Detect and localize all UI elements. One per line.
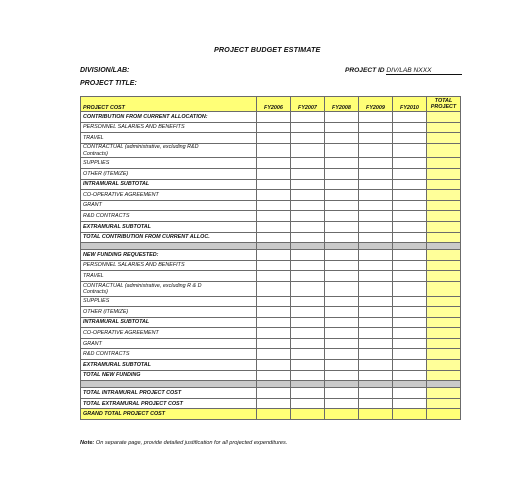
budget-table xyxy=(80,96,461,420)
amount-cell[interactable] xyxy=(359,260,393,271)
amount-cell[interactable] xyxy=(359,200,393,211)
amount-cell[interactable] xyxy=(291,232,325,243)
amount-cell[interactable] xyxy=(393,409,427,420)
row-label-line: Contracts) xyxy=(83,288,108,295)
amount-cell[interactable] xyxy=(325,158,359,169)
table-row xyxy=(81,307,461,318)
row-label: CONTRIBUTION FROM CURRENT ALLOCATION: xyxy=(81,112,257,123)
amount-cell[interactable] xyxy=(359,388,393,399)
header-total-line2: PROJECT xyxy=(430,104,457,110)
amount-cell[interactable] xyxy=(291,168,325,179)
row-label: NEW FUNDING REQUESTED: xyxy=(81,250,257,261)
amount-cell[interactable] xyxy=(359,338,393,349)
amount-cell[interactable] xyxy=(393,211,427,222)
amount-cell[interactable] xyxy=(359,122,393,133)
amount-cell[interactable] xyxy=(359,398,393,409)
amount-cell[interactable] xyxy=(325,338,359,349)
header-year: FY2010 xyxy=(393,97,427,112)
amount-cell[interactable] xyxy=(325,211,359,222)
separator-cell xyxy=(359,243,393,250)
row-label-line: Contracts) xyxy=(83,150,108,157)
project-title-label: PROJECT TITLE: xyxy=(80,80,137,87)
amount-cell[interactable] xyxy=(257,296,291,307)
row-label: PERSONNEL SALARIES AND BENEFITS xyxy=(81,260,257,271)
table-row xyxy=(81,112,461,123)
amount-cell[interactable] xyxy=(325,370,359,381)
amount-cell[interactable] xyxy=(291,133,325,144)
table-header xyxy=(81,97,461,112)
table-row xyxy=(81,232,461,243)
amount-cell[interactable] xyxy=(291,112,325,123)
amount-cell[interactable] xyxy=(291,250,325,261)
amount-cell[interactable] xyxy=(291,190,325,201)
amount-cell[interactable] xyxy=(291,143,325,158)
amount-cell[interactable] xyxy=(291,281,325,296)
total-cell[interactable] xyxy=(427,360,461,371)
amount-cell[interactable] xyxy=(393,221,427,232)
table-row xyxy=(81,271,461,282)
amount-cell[interactable] xyxy=(325,112,359,123)
row-label: CO-OPERATIVE AGREEMENT xyxy=(81,328,257,339)
separator-cell xyxy=(427,243,461,250)
amount-cell[interactable] xyxy=(325,190,359,201)
amount-cell[interactable] xyxy=(257,307,291,318)
total-cell[interactable] xyxy=(427,260,461,271)
row-label: PERSONNEL SALARIES AND BENEFITS xyxy=(81,122,257,133)
header-year: FY2007 xyxy=(291,97,325,112)
total-cell[interactable] xyxy=(427,232,461,243)
total-cell[interactable] xyxy=(427,179,461,190)
amount-cell[interactable] xyxy=(393,190,427,201)
amount-cell[interactable] xyxy=(359,409,393,420)
row-label: INTRAMURAL SUBTOTAL xyxy=(81,179,257,190)
row-label: TRAVEL xyxy=(81,133,257,144)
amount-cell[interactable] xyxy=(359,158,393,169)
amount-cell[interactable] xyxy=(359,232,393,243)
table-row xyxy=(81,200,461,211)
amount-cell[interactable] xyxy=(291,296,325,307)
total-cell[interactable] xyxy=(427,211,461,222)
amount-cell[interactable] xyxy=(291,200,325,211)
total-cell[interactable] xyxy=(427,409,461,420)
amount-cell[interactable] xyxy=(257,200,291,211)
separator-cell xyxy=(393,243,427,250)
amount-cell[interactable] xyxy=(393,200,427,211)
amount-cell[interactable] xyxy=(291,158,325,169)
amount-cell[interactable] xyxy=(325,179,359,190)
amount-cell[interactable] xyxy=(257,360,291,371)
row-label: TOTAL INTRAMURAL PROJECT COST xyxy=(81,388,257,399)
separator-cell xyxy=(427,381,461,388)
amount-cell[interactable] xyxy=(359,328,393,339)
amount-cell[interactable] xyxy=(257,168,291,179)
amount-cell[interactable] xyxy=(359,112,393,123)
table-row xyxy=(81,338,461,349)
separator-cell xyxy=(393,381,427,388)
total-cell[interactable] xyxy=(427,122,461,133)
header-year: FY2006 xyxy=(257,97,291,112)
row-label: EXTRAMURAL SUBTOTAL xyxy=(81,221,257,232)
row-label: EXTRAMURAL SUBTOTAL xyxy=(81,360,257,371)
amount-cell[interactable] xyxy=(291,388,325,399)
amount-cell[interactable] xyxy=(325,360,359,371)
amount-cell[interactable] xyxy=(257,338,291,349)
separator-cell xyxy=(257,381,291,388)
amount-cell[interactable] xyxy=(393,179,427,190)
row-label: CO-OPERATIVE AGREEMENT xyxy=(81,190,257,201)
total-cell[interactable] xyxy=(427,338,461,349)
amount-cell[interactable] xyxy=(325,317,359,328)
amount-cell[interactable] xyxy=(257,271,291,282)
amount-cell[interactable] xyxy=(291,307,325,318)
amount-cell[interactable] xyxy=(325,122,359,133)
amount-cell[interactable] xyxy=(291,221,325,232)
amount-cell[interactable] xyxy=(291,409,325,420)
amount-cell[interactable] xyxy=(291,271,325,282)
table-row xyxy=(81,168,461,179)
amount-cell[interactable] xyxy=(359,211,393,222)
row-label: GRANT xyxy=(81,338,257,349)
amount-cell[interactable] xyxy=(359,296,393,307)
amount-cell[interactable] xyxy=(291,317,325,328)
amount-cell[interactable] xyxy=(325,221,359,232)
table-row xyxy=(81,409,461,420)
table-row xyxy=(81,179,461,190)
table-row xyxy=(81,328,461,339)
amount-cell[interactable] xyxy=(393,349,427,360)
row-label: R&D CONTRACTS xyxy=(81,211,257,222)
table-row xyxy=(81,250,461,261)
amount-cell[interactable] xyxy=(359,307,393,318)
table-row xyxy=(81,296,461,307)
amount-cell[interactable] xyxy=(359,360,393,371)
table-row xyxy=(81,122,461,133)
total-cell[interactable] xyxy=(427,349,461,360)
amount-cell[interactable] xyxy=(257,179,291,190)
amount-cell[interactable] xyxy=(325,133,359,144)
total-cell[interactable] xyxy=(427,328,461,339)
amount-cell[interactable] xyxy=(393,370,427,381)
total-cell[interactable] xyxy=(427,221,461,232)
total-cell[interactable] xyxy=(427,271,461,282)
row-label: TRAVEL xyxy=(81,271,257,282)
amount-cell[interactable] xyxy=(291,260,325,271)
amount-cell[interactable] xyxy=(257,260,291,271)
header-project-cost: PROJECT COST xyxy=(81,97,257,112)
total-cell[interactable] xyxy=(427,307,461,318)
amount-cell[interactable] xyxy=(393,296,427,307)
amount-cell[interactable] xyxy=(359,221,393,232)
total-cell[interactable] xyxy=(427,133,461,144)
separator-cell xyxy=(81,243,257,250)
amount-cell[interactable] xyxy=(359,133,393,144)
amount-cell[interactable] xyxy=(393,281,427,296)
amount-cell[interactable] xyxy=(393,232,427,243)
separator-cell xyxy=(291,243,325,250)
amount-cell[interactable] xyxy=(325,168,359,179)
header-year: FY2008 xyxy=(325,97,359,112)
row-label: TOTAL EXTRAMURAL PROJECT COST xyxy=(81,398,257,409)
amount-cell[interactable] xyxy=(257,388,291,399)
header-total-project xyxy=(427,97,461,112)
row-label: SUPPLIES xyxy=(81,296,257,307)
amount-cell[interactable] xyxy=(291,179,325,190)
total-cell[interactable] xyxy=(427,281,461,296)
project-id-value[interactable]: DIV/LAB NXXX xyxy=(386,67,462,75)
amount-cell[interactable] xyxy=(291,211,325,222)
header-year: FY2009 xyxy=(359,97,393,112)
amount-cell[interactable] xyxy=(257,211,291,222)
row-label: TOTAL NEW FUNDING xyxy=(81,370,257,381)
amount-cell[interactable] xyxy=(393,388,427,399)
row-label xyxy=(81,281,257,296)
row-label: R&D CONTRACTS xyxy=(81,349,257,360)
row-label-line: CONTRACTUAL (administrative, excluding R & D xyxy=(83,282,202,289)
amount-cell[interactable] xyxy=(359,317,393,328)
table-row xyxy=(81,190,461,201)
table-row xyxy=(81,370,461,381)
amount-cell[interactable] xyxy=(325,349,359,360)
amount-cell[interactable] xyxy=(359,250,393,261)
total-cell[interactable] xyxy=(427,190,461,201)
amount-cell[interactable] xyxy=(257,409,291,420)
amount-cell[interactable] xyxy=(325,398,359,409)
separator-row xyxy=(81,243,461,250)
amount-cell[interactable] xyxy=(325,250,359,261)
amount-cell[interactable] xyxy=(325,232,359,243)
table-row xyxy=(81,158,461,169)
amount-cell[interactable] xyxy=(257,112,291,123)
amount-cell[interactable] xyxy=(393,338,427,349)
separator-cell xyxy=(325,243,359,250)
amount-cell[interactable] xyxy=(257,158,291,169)
amount-cell[interactable] xyxy=(257,122,291,133)
amount-cell[interactable] xyxy=(257,250,291,261)
total-cell[interactable] xyxy=(427,143,461,158)
amount-cell[interactable] xyxy=(257,370,291,381)
footnote xyxy=(80,440,287,446)
total-cell[interactable] xyxy=(427,112,461,123)
amount-cell[interactable] xyxy=(393,158,427,169)
row-label: GRAND TOTAL PROJECT COST xyxy=(81,409,257,420)
total-cell[interactable] xyxy=(427,158,461,169)
table-row xyxy=(81,260,461,271)
amount-cell[interactable] xyxy=(325,388,359,399)
amount-cell[interactable] xyxy=(257,317,291,328)
amount-cell[interactable] xyxy=(325,307,359,318)
amount-cell[interactable] xyxy=(393,250,427,261)
row-label: TOTAL CONTRIBUTION FROM CURRENT ALLOC. xyxy=(81,232,257,243)
amount-cell[interactable] xyxy=(359,349,393,360)
amount-cell[interactable] xyxy=(393,360,427,371)
table-row xyxy=(81,133,461,144)
amount-cell[interactable] xyxy=(291,349,325,360)
amount-cell[interactable] xyxy=(393,133,427,144)
amount-cell[interactable] xyxy=(325,328,359,339)
amount-cell[interactable] xyxy=(291,122,325,133)
amount-cell[interactable] xyxy=(359,168,393,179)
amount-cell[interactable] xyxy=(257,143,291,158)
amount-cell[interactable] xyxy=(359,271,393,282)
total-cell[interactable] xyxy=(427,168,461,179)
amount-cell[interactable] xyxy=(257,349,291,360)
total-cell[interactable] xyxy=(427,370,461,381)
separator-row xyxy=(81,381,461,388)
row-label: SUPPLIES xyxy=(81,158,257,169)
amount-cell[interactable] xyxy=(325,143,359,158)
amount-cell[interactable] xyxy=(359,370,393,381)
total-cell[interactable] xyxy=(427,200,461,211)
table-row xyxy=(81,221,461,232)
amount-cell[interactable] xyxy=(393,328,427,339)
amount-cell[interactable] xyxy=(257,281,291,296)
separator-cell xyxy=(257,243,291,250)
table-row xyxy=(81,388,461,399)
amount-cell[interactable] xyxy=(291,338,325,349)
amount-cell[interactable] xyxy=(257,232,291,243)
total-cell[interactable] xyxy=(427,388,461,399)
row-label: INTRAMURAL SUBTOTAL xyxy=(81,317,257,328)
total-cell[interactable] xyxy=(427,250,461,261)
table-row xyxy=(81,349,461,360)
table-row xyxy=(81,211,461,222)
amount-cell[interactable] xyxy=(393,317,427,328)
row-label-line: CONTRACTUAL (administrative, excluding R&D xyxy=(83,144,199,151)
amount-cell[interactable] xyxy=(359,143,393,158)
amount-cell[interactable] xyxy=(359,179,393,190)
amount-cell[interactable] xyxy=(393,112,427,123)
amount-cell[interactable] xyxy=(325,271,359,282)
amount-cell[interactable] xyxy=(359,281,393,296)
amount-cell[interactable] xyxy=(393,168,427,179)
page-title: PROJECT BUDGET ESTIMATE xyxy=(214,45,321,54)
row-label: GRANT xyxy=(81,200,257,211)
table-row xyxy=(81,360,461,371)
project-id xyxy=(345,67,462,75)
amount-cell[interactable] xyxy=(393,260,427,271)
amount-cell[interactable] xyxy=(325,260,359,271)
amount-cell[interactable] xyxy=(359,190,393,201)
amount-cell[interactable] xyxy=(291,328,325,339)
amount-cell[interactable] xyxy=(257,398,291,409)
row-label: OTHER (ITEMIZE) xyxy=(81,307,257,318)
table-row xyxy=(81,317,461,328)
amount-cell[interactable] xyxy=(393,271,427,282)
division-label: DIVISION/LAB: xyxy=(80,67,130,74)
separator-cell xyxy=(81,381,257,388)
separator-cell xyxy=(359,381,393,388)
amount-cell[interactable] xyxy=(393,398,427,409)
note-text: On separate page, provide detailed justification for all projected expenditures. xyxy=(94,440,288,446)
table-row xyxy=(81,398,461,409)
amount-cell[interactable] xyxy=(325,200,359,211)
amount-cell[interactable] xyxy=(291,398,325,409)
amount-cell[interactable] xyxy=(257,221,291,232)
amount-cell[interactable] xyxy=(325,281,359,296)
total-cell[interactable] xyxy=(427,317,461,328)
table-row xyxy=(81,143,461,158)
amount-cell[interactable] xyxy=(325,296,359,307)
amount-cell[interactable] xyxy=(393,307,427,318)
amount-cell[interactable] xyxy=(393,122,427,133)
amount-cell[interactable] xyxy=(257,133,291,144)
amount-cell[interactable] xyxy=(291,360,325,371)
amount-cell[interactable] xyxy=(325,409,359,420)
separator-cell xyxy=(291,381,325,388)
total-cell[interactable] xyxy=(427,398,461,409)
header-total-line1: TOTAL xyxy=(434,98,453,104)
amount-cell[interactable] xyxy=(291,370,325,381)
total-cell[interactable] xyxy=(427,296,461,307)
amount-cell[interactable] xyxy=(257,328,291,339)
separator-cell xyxy=(325,381,359,388)
row-label xyxy=(81,143,257,158)
row-label: OTHER (ITEMIZE) xyxy=(81,168,257,179)
table-row xyxy=(81,281,461,296)
project-id-label: PROJECT ID xyxy=(345,67,385,74)
note-label: Note: xyxy=(80,440,95,446)
amount-cell[interactable] xyxy=(393,143,427,158)
amount-cell[interactable] xyxy=(257,190,291,201)
